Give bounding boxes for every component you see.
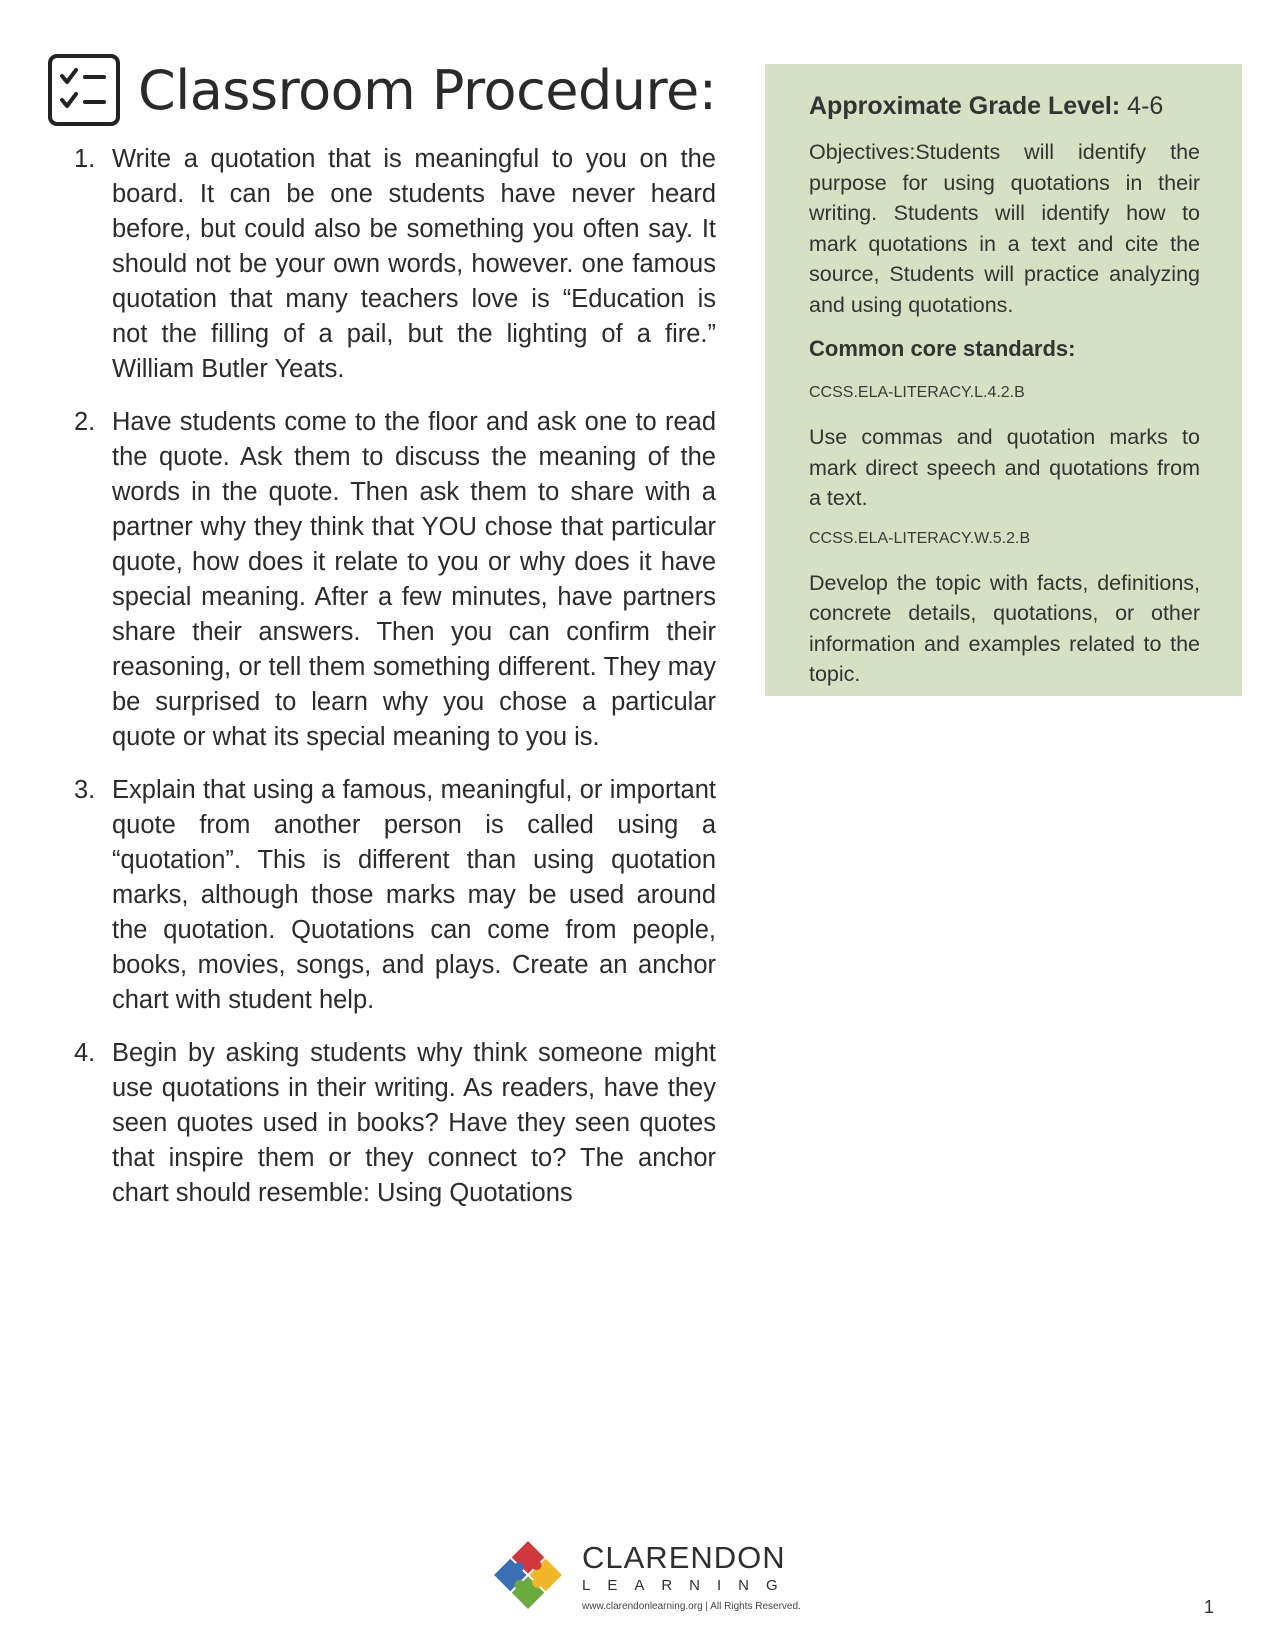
step-number: 3. [74,776,96,804]
grade-level-value: 4-6 [1127,92,1164,120]
procedure-step [66,1036,716,1211]
standard-code: CCSS.ELA-LITERACY.L.4.2.B [809,384,1025,401]
page-header [48,52,716,128]
step-text: Begin by asking students why think someone might use quotations in their writing. As readers, have they seen quotes used in books? Have they seen quotes that inspire them or they connect to? The anchor chart should resemble: Using Quotations [112,1039,716,1207]
info-panel [765,64,1242,696]
footer-logo [488,1535,801,1620]
standards-heading: Common core standards: [809,336,1076,361]
page-title: Classroom Procedure: [138,58,717,122]
brand-subtitle: LEARNING [582,1576,795,1594]
brand-block [582,1539,801,1614]
procedure-step [66,773,716,1018]
step-text: Have students come to the floor and ask one to read the quote. Ask them to discuss the meaning of the words in the quote. Then ask them to share with a partner why they think that YOU chose that particular quote, how does it relate to you or why does it have special meaning. After a few minutes, have partners share their answers. Then you can confirm their reasoning, or tell them something different. They may be surprised to learn why you chose a particular quote or what its special meaning to you is. [112,408,716,751]
procedure-step [66,142,716,387]
grade-level [809,89,1200,123]
grade-level-label: Approximate Grade Level: [809,92,1121,120]
step-text: Write a quotation that is meaningful to you on the board. It can be one students have never heard before, but could also be something you often say. It should not be your own words, however. one famous quotation that many teachers love is “Education is not the filling of a pail, but the lighting of a fire.” William Butler Yeats. [112,145,716,383]
standard-description: Use commas and quotation marks to mark direct speech and quotations from a text. [809,425,1200,510]
procedure-step [66,405,716,755]
procedure-list [66,142,716,1229]
page-number: 1 [1203,1597,1214,1617]
brand-name: CLARENDON [582,1539,786,1575]
standard-code: CCSS.ELA-LITERACY.W.5.2.B [809,529,1031,547]
step-text: Explain that using a famous, meaningful, or important quote from another person is called using a “quotation”. This is different than using quotation marks, although those marks may be used around the quotation. Quotations can come from people, books, movies, songs, and plays. Create an anchor chart with student help. [112,776,716,1014]
step-number: 4. [74,1039,96,1067]
standard-description: Develop the topic with facts, definitions, concrete details, quotations, or other information and examples related to the topic. [809,570,1200,686]
brand-url: www.clarendonlearning.org | All Rights Reserved. [582,1600,801,1612]
objectives-text: Objectives:Students will identify the purpose for using quotations in their writing. Students will identify how to mark quotations in a text and cite the source, Students will practice analyzing and using quotations. [809,140,1200,317]
step-number: 2. [74,408,96,436]
checklist-icon [48,54,120,126]
step-number: 1. [74,145,96,173]
puzzle-logo-icon [488,1535,568,1620]
